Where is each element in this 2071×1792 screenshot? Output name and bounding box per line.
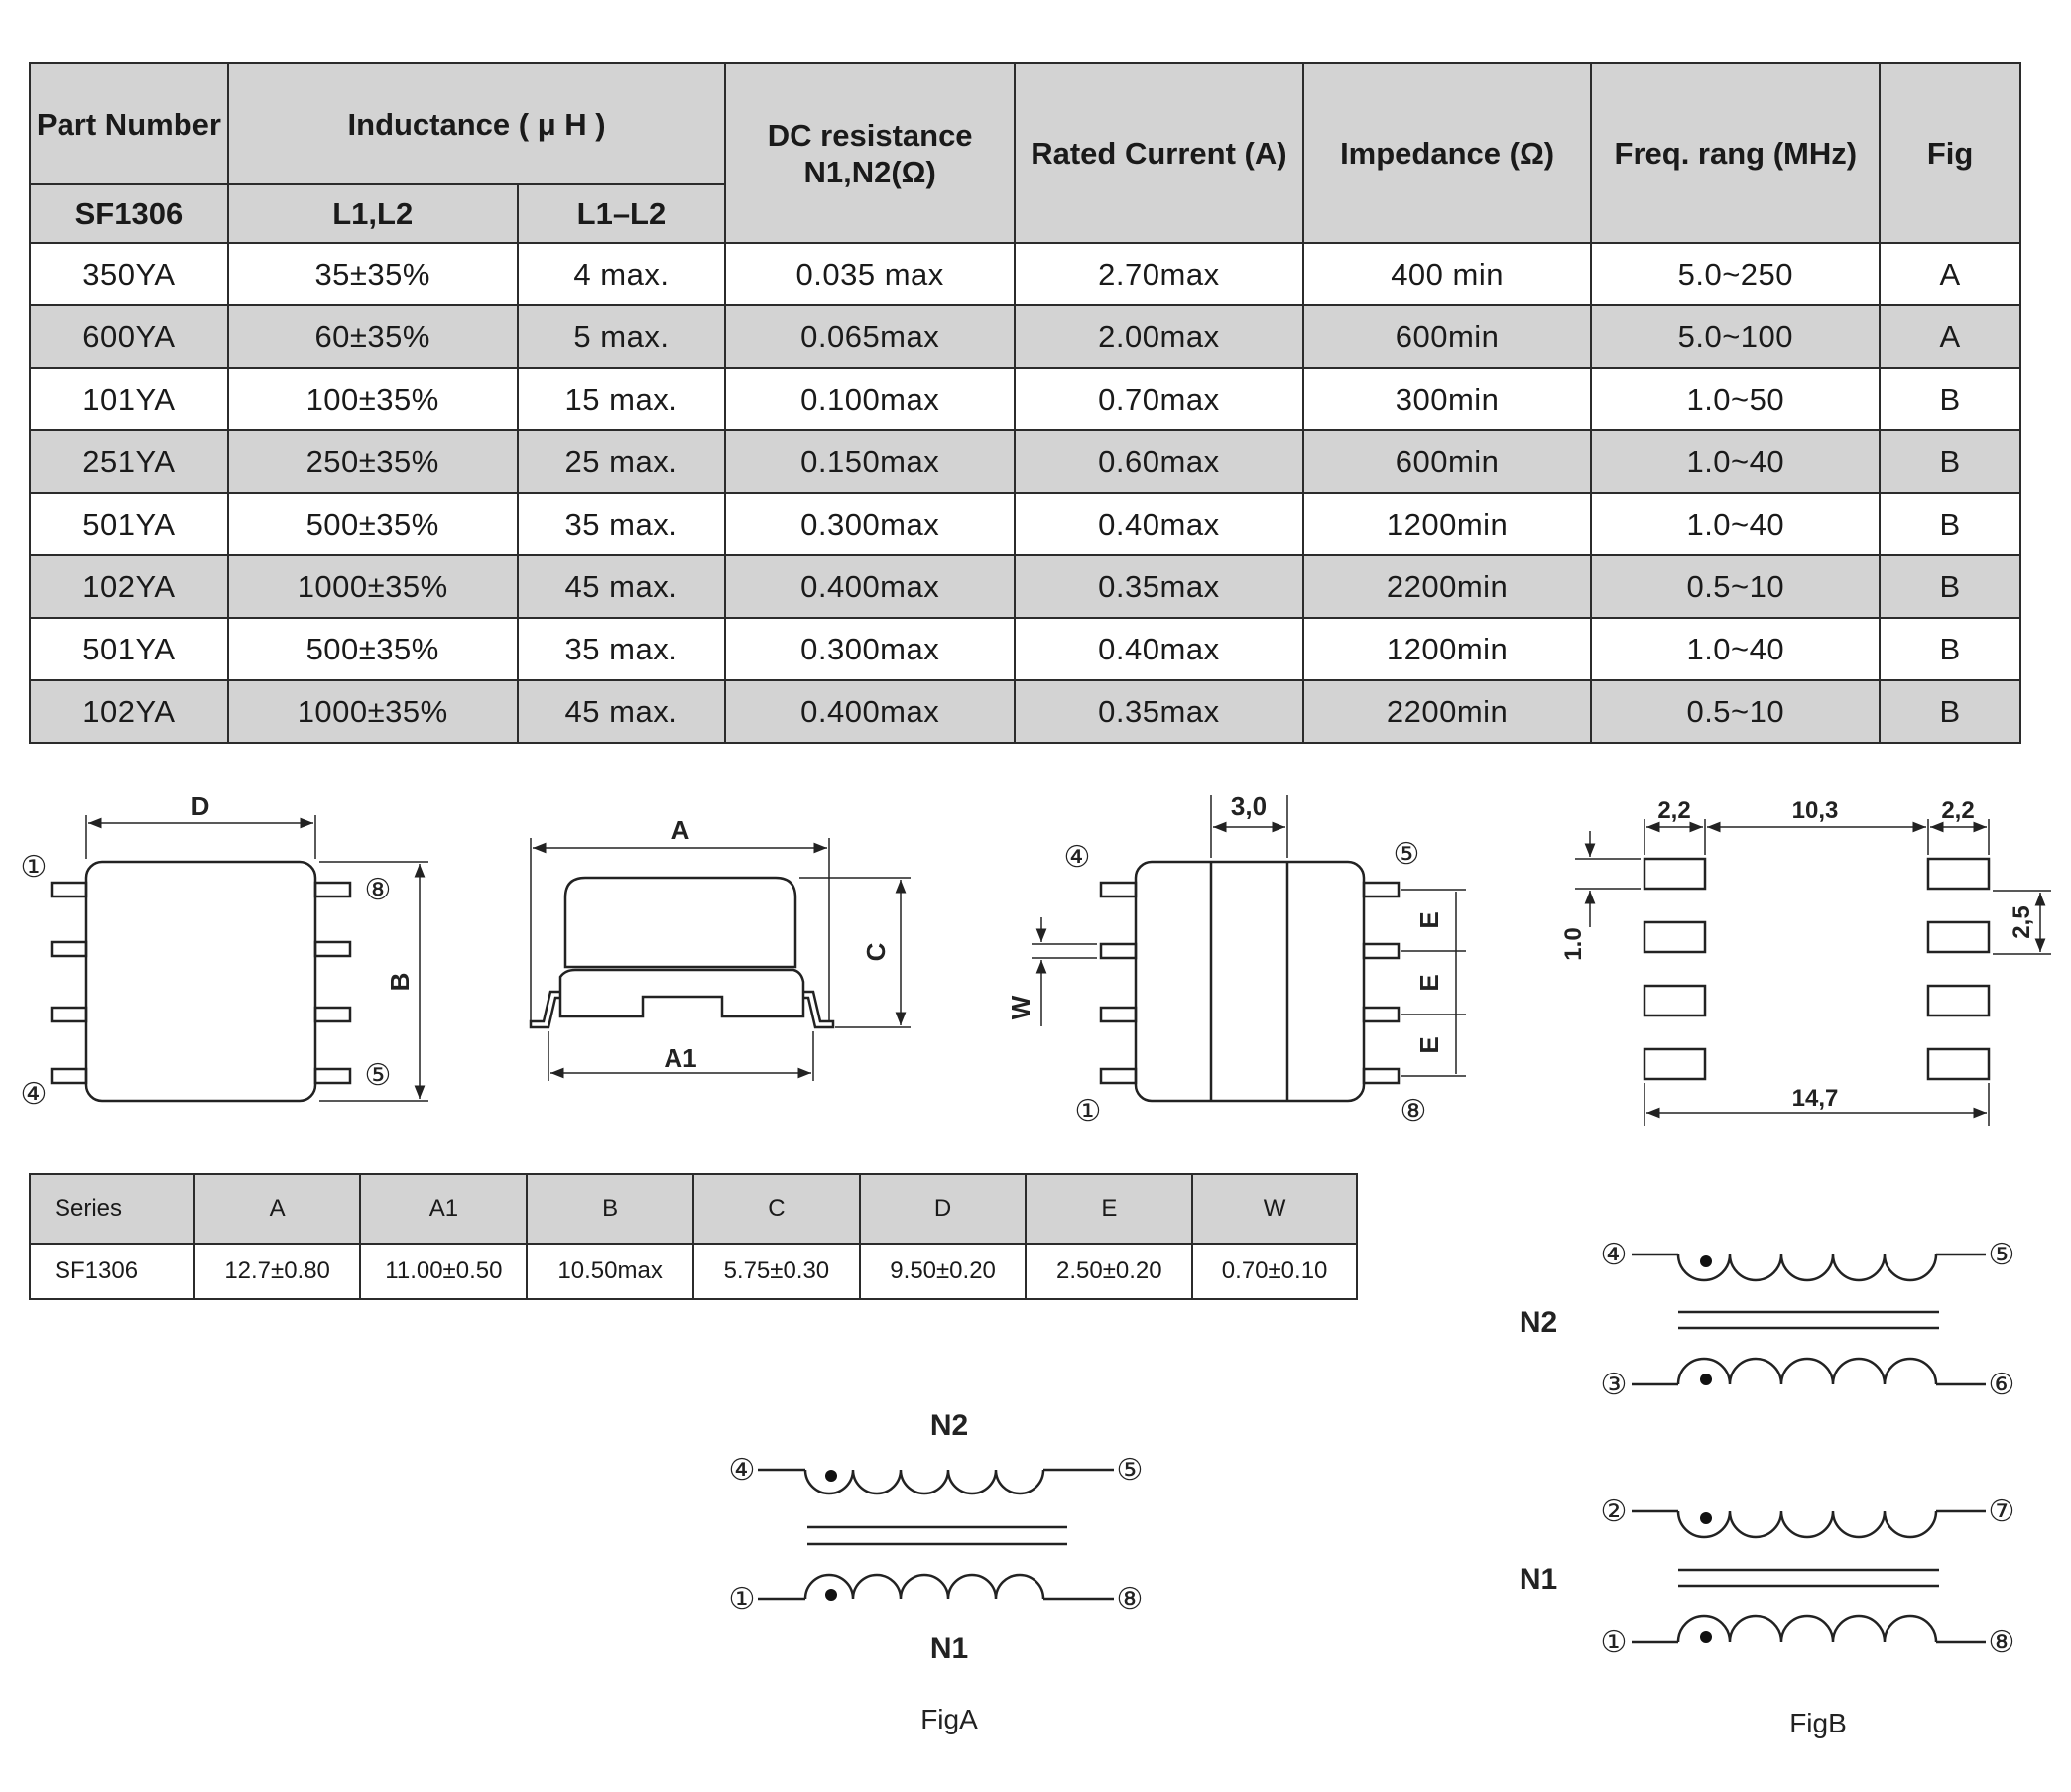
fig-a-pin-5: ⑤ bbox=[1116, 1454, 1144, 1487]
table-cell-l1l2: 35±35% bbox=[228, 243, 518, 305]
pad-dim-right-label: 2,2 bbox=[1941, 797, 1975, 824]
table-cell-dcr: 0.400max bbox=[725, 680, 1015, 743]
fig-a-n2-label: N2 bbox=[929, 1409, 969, 1442]
dim-c-label: C bbox=[861, 942, 891, 962]
table-cell-impedance: 300min bbox=[1303, 368, 1592, 430]
table-cell-fig: B bbox=[1880, 493, 2020, 555]
dim-value-cell: 9.50±0.20 bbox=[860, 1244, 1027, 1299]
pad-dim-pitch-label: 2,5 bbox=[2009, 905, 2035, 939]
fig-b-pin-5: ⑤ bbox=[1988, 1239, 2015, 1271]
table-cell-part: 101YA bbox=[30, 368, 228, 430]
pad-dim-mid-label: 10,3 bbox=[1791, 797, 1839, 824]
dim-header-cell: D bbox=[860, 1174, 1027, 1244]
table-cell-dcr: 0.300max bbox=[725, 618, 1015, 680]
polarity-dot bbox=[825, 1589, 837, 1601]
table-cell-l1ml2: 4 max. bbox=[518, 243, 726, 305]
table-cell-part: 350YA bbox=[30, 243, 228, 305]
fig-a-pin-1: ① bbox=[728, 1583, 756, 1615]
dimension-table-row bbox=[30, 1244, 1357, 1299]
table-cell-l1ml2: 45 max. bbox=[518, 555, 726, 618]
dim-3-label: 3,0 bbox=[1230, 791, 1268, 821]
dim-header-cell: A1 bbox=[360, 1174, 527, 1244]
table-cell-current: 0.35max bbox=[1015, 555, 1303, 618]
dim-value-cell: 0.70±0.10 bbox=[1192, 1244, 1357, 1299]
dim-header-cell: B bbox=[527, 1174, 693, 1244]
table-cell-l1l2: 60±35% bbox=[228, 305, 518, 368]
dim-b-label: B bbox=[385, 972, 415, 992]
table-cell-part: 501YA bbox=[30, 493, 228, 555]
fig-b-pin-6: ⑥ bbox=[1988, 1369, 2015, 1401]
table-cell-dcr: 0.150max bbox=[725, 430, 1015, 493]
dim-a1-label: A1 bbox=[664, 1043, 697, 1073]
table-cell-fig: B bbox=[1880, 555, 2020, 618]
dim-value-cell: SF1306 bbox=[30, 1244, 194, 1299]
fig-b-n2-label: N2 bbox=[1519, 1306, 1558, 1339]
pin-4-label: ④ bbox=[1063, 841, 1091, 874]
table-cell-dcr: 0.100max bbox=[725, 368, 1015, 430]
table-cell-current: 0.35max bbox=[1015, 680, 1303, 743]
table-cell-impedance: 1200min bbox=[1303, 618, 1592, 680]
table-cell-fig: A bbox=[1880, 243, 2020, 305]
dim-header-cell: W bbox=[1192, 1174, 1357, 1244]
table-cell-l1ml2: 5 max. bbox=[518, 305, 726, 368]
dim-header-cell: Series bbox=[30, 1174, 194, 1244]
fig-header: Fig bbox=[1880, 63, 2020, 243]
fig-b-pin-4: ④ bbox=[1600, 1239, 1628, 1271]
table-cell-l1ml2: 35 max. bbox=[518, 493, 726, 555]
table-cell-current: 0.60max bbox=[1015, 430, 1303, 493]
dim-value-cell: 11.00±0.50 bbox=[360, 1244, 527, 1299]
freq-header: Freq. rang (MHz) bbox=[1591, 63, 1880, 243]
table-cell-freq: 5.0~100 bbox=[1591, 305, 1880, 368]
table-cell-freq: 1.0~40 bbox=[1591, 493, 1880, 555]
table-cell-l1ml2: 25 max. bbox=[518, 430, 726, 493]
pin-1-label: ① bbox=[1074, 1095, 1102, 1128]
table-cell-current: 0.40max bbox=[1015, 618, 1303, 680]
dim-e-label-2: E bbox=[1414, 974, 1444, 992]
table-cell-part: 251YA bbox=[30, 430, 228, 493]
fig-b-pin-3: ③ bbox=[1600, 1369, 1628, 1401]
polarity-dot bbox=[1700, 1512, 1712, 1524]
table-cell-freq: 0.5~10 bbox=[1591, 555, 1880, 618]
dim-header-cell: C bbox=[693, 1174, 860, 1244]
table-cell-freq: 0.5~10 bbox=[1591, 680, 1880, 743]
table-cell-l1ml2: 15 max. bbox=[518, 368, 726, 430]
polarity-dot bbox=[1700, 1631, 1712, 1643]
dim-d-label: D bbox=[190, 791, 210, 821]
fig-b-schematic bbox=[1632, 1254, 1986, 1642]
table-cell-l1l2: 500±35% bbox=[228, 493, 518, 555]
dim-w-label: W bbox=[1006, 995, 1036, 1020]
dimension-table bbox=[29, 1173, 1358, 1300]
l1-minus-l2-header: L1–L2 bbox=[518, 184, 726, 243]
table-cell-l1l2: 500±35% bbox=[228, 618, 518, 680]
fig-a-pin-8: ⑧ bbox=[1116, 1583, 1144, 1615]
table-cell-l1ml2: 45 max. bbox=[518, 680, 726, 743]
table-cell-impedance: 600min bbox=[1303, 305, 1592, 368]
table-cell-part: 501YA bbox=[30, 618, 228, 680]
table-cell-current: 0.40max bbox=[1015, 493, 1303, 555]
rated-current-header: Rated Current (A) bbox=[1015, 63, 1303, 243]
fig-b-pin-2: ② bbox=[1600, 1495, 1628, 1528]
series-header: SF1306 bbox=[30, 184, 228, 243]
pin-5-label: ⑤ bbox=[1393, 838, 1420, 871]
table-cell-freq: 1.0~50 bbox=[1591, 368, 1880, 430]
dim-value-cell: 12.7±0.80 bbox=[194, 1244, 361, 1299]
polarity-dot bbox=[825, 1470, 837, 1482]
table-cell-current: 2.70max bbox=[1015, 243, 1303, 305]
pin-8-label: ⑧ bbox=[364, 874, 392, 906]
top-view-drawing bbox=[52, 815, 428, 1101]
table-cell-fig: A bbox=[1880, 305, 2020, 368]
dim-a-label: A bbox=[670, 815, 690, 845]
dim-value-cell: 2.50±0.20 bbox=[1026, 1244, 1192, 1299]
table-cell-freq: 1.0~40 bbox=[1591, 430, 1880, 493]
side-view-drawing bbox=[531, 838, 911, 1081]
table-cell-fig: B bbox=[1880, 368, 2020, 430]
table-cell-impedance: 400 min bbox=[1303, 243, 1592, 305]
fig-a-pin-4: ④ bbox=[728, 1454, 756, 1487]
fig-b-pin-8: ⑧ bbox=[1988, 1626, 2015, 1659]
table-cell-part: 102YA bbox=[30, 555, 228, 618]
fig-a-caption: FigA bbox=[920, 1704, 978, 1734]
table-cell-impedance: 600min bbox=[1303, 430, 1592, 493]
table-cell-fig: B bbox=[1880, 430, 2020, 493]
dim-e-label-3: E bbox=[1414, 1036, 1444, 1054]
table-cell-dcr: 0.300max bbox=[725, 493, 1015, 555]
dim-header-cell: A bbox=[194, 1174, 361, 1244]
pad-dim-left-label: 2,2 bbox=[1657, 797, 1691, 824]
table-cell-fig: B bbox=[1880, 618, 2020, 680]
fig-a-n1-label: N1 bbox=[929, 1632, 969, 1665]
table-cell-current: 2.00max bbox=[1015, 305, 1303, 368]
l1l2-header: L1,L2 bbox=[228, 184, 518, 243]
dim-value-cell: 10.50max bbox=[527, 1244, 693, 1299]
table-cell-impedance: 1200min bbox=[1303, 493, 1592, 555]
table-cell-l1l2: 250±35% bbox=[228, 430, 518, 493]
table-cell-l1ml2: 35 max. bbox=[518, 618, 726, 680]
dc-resistance-header: DC resistance N1,N2(Ω) bbox=[725, 63, 1015, 243]
impedance-header: Impedance (Ω) bbox=[1303, 63, 1592, 243]
pin-5-label: ⑤ bbox=[364, 1059, 392, 1092]
fig-b-pin-1: ① bbox=[1600, 1626, 1628, 1659]
dimension-table-header bbox=[30, 1174, 1357, 1244]
pad-layout-drawing bbox=[1575, 819, 2051, 1126]
pad-dim-total-label: 14,7 bbox=[1791, 1085, 1839, 1112]
table-cell-l1l2: 100±35% bbox=[228, 368, 518, 430]
table-cell-dcr: 0.035 max bbox=[725, 243, 1015, 305]
fig-b-n1-label: N1 bbox=[1519, 1563, 1558, 1596]
table-cell-l1l2: 1000±35% bbox=[228, 555, 518, 618]
table-cell-impedance: 2200min bbox=[1303, 680, 1592, 743]
inductance-header: Inductance ( μ H ) bbox=[228, 63, 725, 184]
dim-e-label-1: E bbox=[1414, 911, 1444, 929]
fig-a-schematic bbox=[758, 1470, 1114, 1599]
table-cell-part: 600YA bbox=[30, 305, 228, 368]
pad-dim-height-label: 1.0 bbox=[1560, 927, 1587, 961]
pin-8-label: ⑧ bbox=[1400, 1095, 1427, 1128]
table-cell-fig: B bbox=[1880, 680, 2020, 743]
fig-b-pin-7: ⑦ bbox=[1988, 1495, 2015, 1528]
dim-header-cell: E bbox=[1026, 1174, 1192, 1244]
table-cell-freq: 5.0~250 bbox=[1591, 243, 1880, 305]
polarity-dot bbox=[1700, 1255, 1712, 1267]
pin-4-label: ④ bbox=[20, 1078, 48, 1111]
fig-b-caption: FigB bbox=[1789, 1708, 1847, 1738]
pin-1-label: ① bbox=[20, 851, 48, 884]
table-cell-impedance: 2200min bbox=[1303, 555, 1592, 618]
dim-value-cell: 5.75±0.30 bbox=[693, 1244, 860, 1299]
part-number-header: Part Number bbox=[30, 63, 228, 184]
table-cell-dcr: 0.065max bbox=[725, 305, 1015, 368]
table-cell-freq: 1.0~40 bbox=[1591, 618, 1880, 680]
polarity-dot bbox=[1700, 1374, 1712, 1385]
polarity-dots bbox=[825, 1255, 1712, 1643]
table-cell-part: 102YA bbox=[30, 680, 228, 743]
table-cell-l1l2: 1000±35% bbox=[228, 680, 518, 743]
table-cell-dcr: 0.400max bbox=[725, 555, 1015, 618]
table-cell-current: 0.70max bbox=[1015, 368, 1303, 430]
